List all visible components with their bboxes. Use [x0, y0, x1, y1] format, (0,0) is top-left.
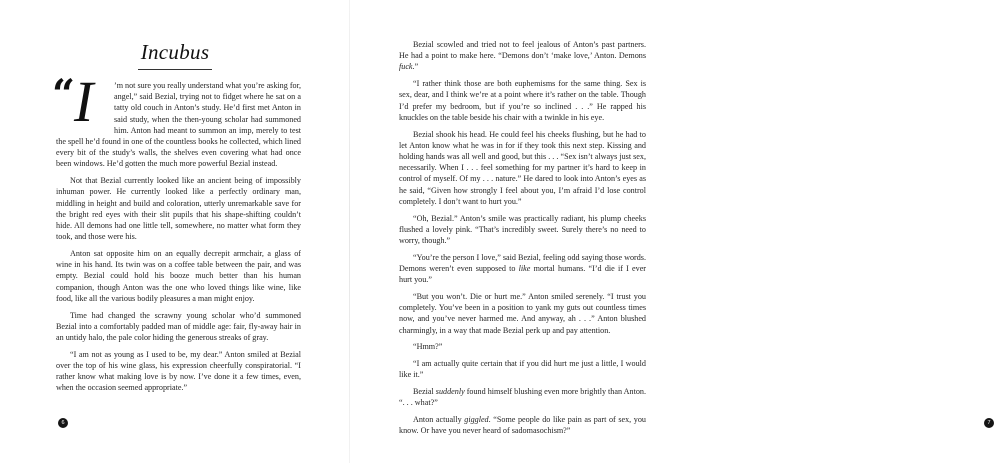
paragraph	[399, 39, 646, 73]
left-page-text	[52, 69, 301, 399]
paragraph-opening	[52, 69, 301, 170]
title-rule	[138, 69, 212, 70]
page-number-left: 6	[58, 418, 68, 428]
paragraph: “Oh, Bezial.” Anton’s smile was practically radiant, his plump cheeks flushed a lovely pink. “That’s incredibly sweet. Surely there’s no need to worry, though.”	[399, 213, 646, 246]
paragraph: “I rather think those are both euphemisms for the same thing. Sex is sex, dear, and I think we’re at a point where it’s rather on the table. Though I’d prefer my bedroom, but if you’re so inclined . . .” He rapped his knuckles on the table beside his chair with a twinkle in his eye.	[399, 79, 646, 122]
emphasis: like	[518, 264, 531, 274]
paragraph: “I am actually quite certain that if you did hurt me just a little, I would like it.”	[399, 359, 646, 380]
drop-cap-letter: I	[74, 69, 94, 134]
paragraph: Anton sat opposite him on an equally decrepit armchair, a glass of wine in his hand. Its twin was on a coffee table between the pair, and was empty. Bezial could hold his booze much better than his human companion, though Anton was the one who loved things like wine, like food, like all the various bodily pleasures a man might enjoy.	[56, 249, 301, 303]
text-run: Bezial scowled and tried not to feel jealous of Anton’s past partners. He had a point to make here. “Demons don’t ‘make love,’ Anton. Demons	[399, 40, 646, 61]
emphasis: fuck	[399, 62, 413, 72]
left-page	[0, 0, 350, 463]
paragraph	[399, 414, 646, 436]
text-run: .”	[412, 62, 419, 72]
text-run: found himself blushing even more brightly than Anton. “. . . what?”	[399, 387, 646, 408]
page-number-right: 7	[984, 418, 994, 428]
drop-cap	[52, 69, 110, 134]
paragraph: Time had changed the scrawny young scholar who’d summoned Bezial into a comfortably padded man of middle age: fair, fly-away hair in an untidy halo, the pale color hiding the generous streaks of gray.	[56, 310, 301, 343]
paragraph: “Hmm?”	[413, 342, 443, 352]
paragraph: Not that Bezial currently looked like an ancient being of impossibly inhuman power. He currently looked like a perfectly ordinary man, middling in height and build and coloration, utterly unremarkable save for the bright red eyes with their slit pupils that his shape-shifting couldn’t hide. All demons had one little tell, somewhere, no matter what form they took, and those were his.	[56, 176, 301, 242]
paragraph: Bezial shook his head. He could feel his cheeks flushing, but he had to let Anton know what he was in for if they took this next step. Kissing and holding hands was all well and good, but this . . . “Sex isn’t always just sex, necessarily. When I . . . feel something for my partner it’s hard to keep in control of myself. Of my . . . nature.” He dared to look into Anton’s eyes as he said, “Given how strongly I feel about you, I’m afraid I’d lose control completely. I don’t want to hurt you.”	[399, 129, 646, 206]
text-run: . “Some people do like pain as part of sex, you know. Or have you never heard of sadomasochism?”	[399, 415, 646, 436]
paragraph: “I am not as young as I used to be, my dear.” Anton smiled at Bezial over the top of his wine glass, his expression cheerfully conspiratorial. “I rather know what making love is by now. I’ve done it a few times, even, when the occasion seemed appropriate.”	[56, 349, 301, 393]
drop-cap-quote: “	[52, 71, 76, 118]
emphasis: giggled	[464, 415, 489, 425]
emphasis: suddenly	[435, 387, 465, 397]
text-run: “You’re the person I love,” said Bezial, feeling odd saying those words. Demons weren’t even supposed to	[399, 252, 646, 274]
text-run: Bezial	[413, 387, 436, 397]
right-page-text	[399, 39, 646, 442]
chapter-title: Incubus	[140, 40, 210, 64]
paragraph-text: ’m not sure you really understand what you’re asking for, angel,” said Bezial, trying not to fidget where he sat on a tatty old couch in Anton’s study. He’d first met Anton in said study, when the then-young scholar had summoned him. Anton had meant to summon an imp, merely to test the spell he’d found in one of the countless books he collected, which lined every bit of the study’s walls, the shelves even covering what had once been windows. He’d gotten the much more powerful Bezial instead.	[56, 81, 301, 169]
paragraph	[399, 386, 646, 408]
paragraph	[399, 252, 646, 286]
paragraph: “But you won’t. Die or hurt me.” Anton smiled serenely. “I trust you completely. You’ve been in a position to yank my guts out countless times now, and you’ve never harmed me. And anyway, ah . . .” Anton blushed charmingly, in a way that made Bezial perk up and pay attention.	[399, 292, 646, 335]
text-run: mortal humans. “I’d die if I ever hurt you.”	[399, 264, 646, 285]
text-run: Anton actually	[413, 415, 465, 425]
